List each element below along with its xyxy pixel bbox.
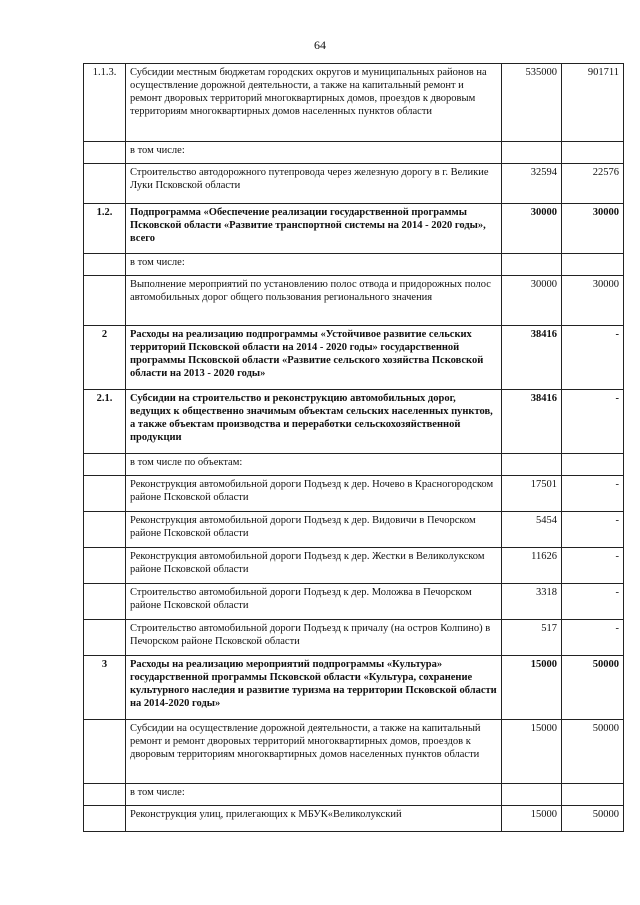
row-value-2016-cell: - [562, 326, 624, 390]
row-number-cell [84, 548, 126, 584]
table-row [84, 656, 624, 720]
table-row [84, 784, 624, 806]
row-value-2016-cell: 50000 [562, 806, 624, 832]
table-row [84, 326, 624, 390]
table-row [84, 584, 624, 620]
page-number: 64 [314, 38, 326, 52]
table-row [84, 390, 624, 454]
row-number-cell [84, 454, 126, 476]
row-value-2015-cell: 3318 [502, 584, 562, 620]
row-number-cell [84, 620, 126, 656]
row-number-cell [84, 476, 126, 512]
row-value-2015-cell: 11626 [502, 548, 562, 584]
row-value-2016-cell [562, 254, 624, 276]
row-value-2015-cell [502, 142, 562, 164]
budget-table [83, 63, 624, 832]
row-number-cell [84, 276, 126, 326]
row-value-2016-cell: 50000 [562, 720, 624, 784]
row-value-2016-cell: 50000 [562, 656, 624, 720]
row-value-2015-cell: 15000 [502, 720, 562, 784]
table-row [84, 164, 624, 204]
row-description-cell: Выполнение мероприятий по установлению полос отвода и придорожных полос автомобильных дорог общего пользования регионального значения [126, 276, 502, 326]
row-description-cell: Реконструкция улиц, прилегающих к МБУК«Великолукский [126, 806, 502, 832]
row-value-2015-cell: 15000 [502, 806, 562, 832]
row-value-2016-cell [562, 142, 624, 164]
table-row [84, 512, 624, 548]
row-number-cell [84, 784, 126, 806]
row-description-cell: Субсидии местным бюджетам городских округов и муниципальных районов на осуществление дорожной деятельности, а также на капитальный ремонт и ремонт дворовых территорий многоквартирных домов, проездов к дворовым территориям многоквартирных домов населенных пунктов области [126, 64, 502, 142]
row-value-2016-cell: - [562, 476, 624, 512]
row-description-cell: в том числе: [126, 254, 502, 276]
table-row [84, 254, 624, 276]
row-number-cell [84, 164, 126, 204]
row-value-2016-cell: 22576 [562, 164, 624, 204]
row-description-cell: Строительство автомобильной дороги Подъезд к дер. Моложва в Печорском районе Псковской области [126, 584, 502, 620]
row-number-cell: 1.1.3. [84, 64, 126, 142]
row-description-cell: Подпрограмма «Обеспечение реализации государственной программы Псковской области «Развитие транспортной системы на 2014 - 2020 годы», всего [126, 204, 502, 254]
row-description-cell: Расходы на реализацию мероприятий подпрограммы «Культура» государственной программы Псковской области «Культура, сохранение культурного наследия и развитие туризма на территории Псковской области на 2014-2020 годы» [126, 656, 502, 720]
table-row [84, 806, 624, 832]
row-value-2015-cell: 38416 [502, 326, 562, 390]
row-number-cell [84, 142, 126, 164]
row-number-cell [84, 720, 126, 784]
table-row [84, 476, 624, 512]
table-row [84, 204, 624, 254]
row-number-cell [84, 254, 126, 276]
table-row [84, 276, 624, 326]
row-description-cell: Реконструкция автомобильной дороги Подъезд к дер. Жестки в Великолукском районе Псковской области [126, 548, 502, 584]
row-description-cell: в том числе по объектам: [126, 454, 502, 476]
row-value-2015-cell: 5454 [502, 512, 562, 548]
row-value-2016-cell [562, 784, 624, 806]
row-value-2015-cell: 30000 [502, 276, 562, 326]
row-number-cell [84, 584, 126, 620]
table-row [84, 64, 624, 142]
row-value-2016-cell: - [562, 548, 624, 584]
row-description-cell: Строительство автодорожного путепровода через железную дорогу в г. Великие Луки Псковской области [126, 164, 502, 204]
row-value-2016-cell: - [562, 584, 624, 620]
row-value-2015-cell: 15000 [502, 656, 562, 720]
row-description-cell: Реконструкция автомобильной дороги Подъезд к дер. Видовичи в Печорском районе Псковской области [126, 512, 502, 548]
table-row [84, 720, 624, 784]
row-value-2015-cell [502, 454, 562, 476]
row-description-cell: Строительство автомобильной дороги Подъезд к причалу (на остров Колпино) в Печорском районе Псковской области [126, 620, 502, 656]
table-row [84, 142, 624, 164]
row-value-2016-cell [562, 454, 624, 476]
row-value-2015-cell: 17501 [502, 476, 562, 512]
row-description-cell: Субсидии на осуществление дорожной деятельности, а также на капитальный ремонт и ремонт дворовых территорий многоквартирных домов, проездов к дворовым территориям многоквартирных домов населенных пунктов области [126, 720, 502, 784]
budget-table-body [84, 64, 624, 832]
row-value-2016-cell: - [562, 512, 624, 548]
row-value-2015-cell: 535000 [502, 64, 562, 142]
row-description-cell: Расходы на реализацию подпрограммы «Устойчивое развитие сельских территорий Псковской области на 2014 - 2020 годы» государственной программы Псковской области «Развитие сельского хозяйства Псковской области на 2013 - 2020 годы» [126, 326, 502, 390]
row-value-2016-cell: - [562, 620, 624, 656]
row-description-cell: в том числе: [126, 784, 502, 806]
row-number-cell: 2 [84, 326, 126, 390]
row-value-2016-cell: 30000 [562, 276, 624, 326]
row-number-cell: 3 [84, 656, 126, 720]
row-value-2015-cell: 32594 [502, 164, 562, 204]
row-description-cell: Реконструкция автомобильной дороги Подъезд к дер. Ночево в Красногородском районе Псковской области [126, 476, 502, 512]
row-value-2015-cell: 30000 [502, 204, 562, 254]
row-value-2016-cell: - [562, 390, 624, 454]
row-number-cell: 2.1. [84, 390, 126, 454]
row-value-2016-cell: 30000 [562, 204, 624, 254]
table-row [84, 620, 624, 656]
row-description-cell: Субсидии на строительство и реконструкцию автомобильных дорог, ведущих к общественно значимым объектам сельских населенных пунктов, а также объектам производства и переработки сельскохозяйственной продукции [126, 390, 502, 454]
row-value-2016-cell: 901711 [562, 64, 624, 142]
row-description-cell: в том числе: [126, 142, 502, 164]
row-number-cell: 1.2. [84, 204, 126, 254]
row-value-2015-cell [502, 254, 562, 276]
table-row [84, 548, 624, 584]
table-row [84, 454, 624, 476]
row-number-cell [84, 806, 126, 832]
row-value-2015-cell: 517 [502, 620, 562, 656]
row-number-cell [84, 512, 126, 548]
row-value-2015-cell [502, 784, 562, 806]
row-value-2015-cell: 38416 [502, 390, 562, 454]
